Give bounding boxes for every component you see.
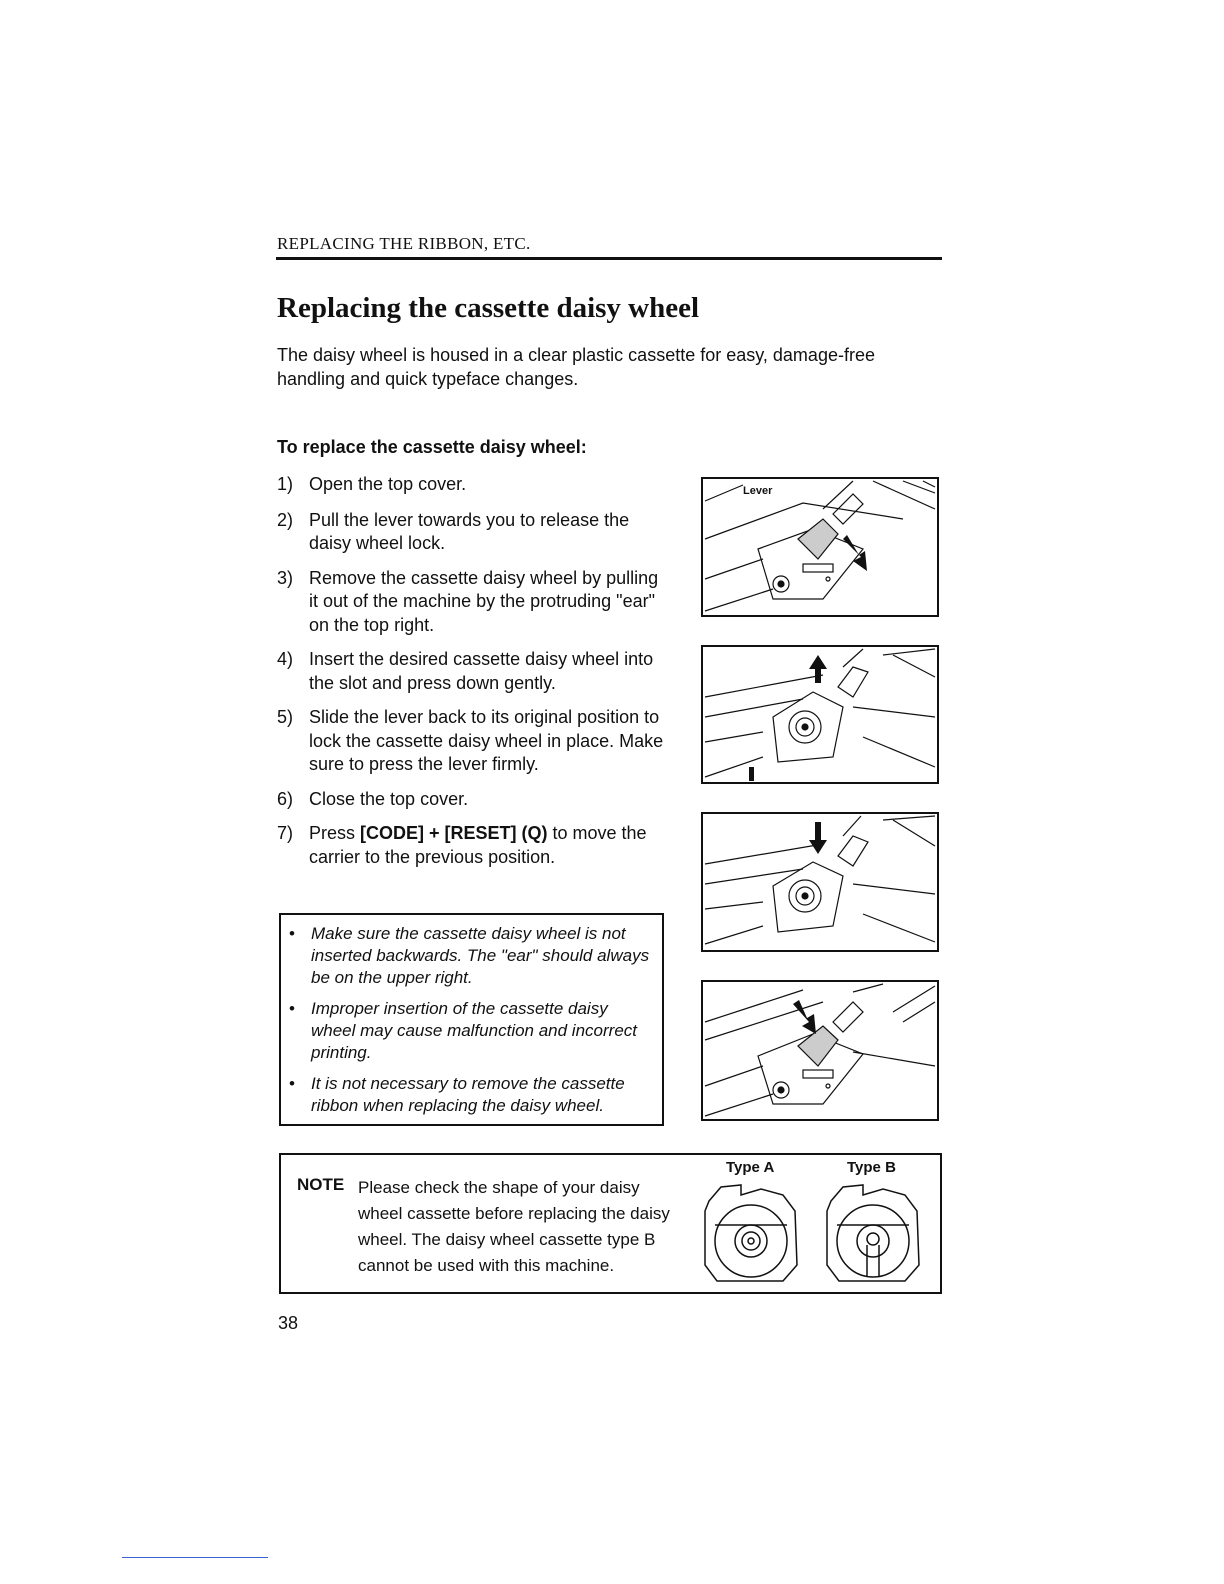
figure-push-lever xyxy=(701,980,939,1121)
caution-item: • Improper insertion of the cassette daisy wheel may cause malfunction and incorrect printing. xyxy=(311,998,654,1064)
insert-cassette-illustration xyxy=(703,814,937,950)
figure-remove-cassette xyxy=(701,645,939,784)
remove-cassette-illustration xyxy=(703,647,937,782)
step-number: 7) xyxy=(277,823,294,843)
type-a-label: Type A xyxy=(726,1159,775,1176)
pull-lever-illustration xyxy=(703,479,937,615)
header-rule xyxy=(276,257,942,260)
page-title: Replacing the cassette daisy wheel xyxy=(277,292,700,324)
note-box xyxy=(279,1153,942,1294)
step-text: Slide the lever back to its original position to lock the cassette daisy wheel in place. Make sure to press the lever firmly. xyxy=(309,707,664,774)
note-text: Please check the shape of your daisy wheel cassette before replacing the daisy wheel. The daisy wheel cassette type B cannot be used with this machine. xyxy=(358,1178,670,1275)
figure-pull-lever xyxy=(701,477,939,617)
step-text: Open the top cover. xyxy=(309,474,467,494)
step-number: 3) xyxy=(277,567,294,588)
type-b-cassette-icon xyxy=(823,1181,923,1285)
down-arrow-icon xyxy=(843,535,867,571)
step-number: 4) xyxy=(277,649,294,669)
lever-label: Lever xyxy=(743,485,773,497)
procedure-steps xyxy=(277,473,667,869)
step-1 xyxy=(277,473,667,497)
step-number: 2) xyxy=(277,509,294,530)
down-arrow-icon xyxy=(809,822,827,854)
step-3 xyxy=(277,567,667,638)
caution-item: • Make sure the cassette daisy wheel is not inserted backwards. The "ear" should always be on the upper right. xyxy=(311,923,654,989)
note-label: NOTE xyxy=(297,1175,345,1194)
step-6 xyxy=(277,788,667,812)
caution-box xyxy=(279,913,664,1126)
step-number: 5) xyxy=(277,707,294,727)
step-number: 6) xyxy=(277,788,294,809)
footer-rule xyxy=(122,1557,268,1558)
push-lever-illustration xyxy=(703,982,937,1119)
step-text: Insert the desired cassette daisy wheel into the slot and press down gently. xyxy=(309,649,654,693)
caution-item: • It is not necessary to remove the cassette ribbon when replacing the daisy wheel. xyxy=(311,1073,654,1117)
type-b-label: Type B xyxy=(847,1159,896,1176)
procedure-heading: To replace the cassette daisy wheel: xyxy=(277,437,587,457)
type-a-cassette-icon xyxy=(701,1181,801,1285)
up-arrow-icon xyxy=(809,655,827,683)
intro-paragraph: The daisy wheel is housed in a clear plastic cassette for easy, damage-free handling and quick typeface changes. xyxy=(277,345,875,389)
step-2 xyxy=(277,509,667,556)
step-text-before: Press xyxy=(309,823,361,843)
section-header: REPLACING THE RIBBON, ETC. xyxy=(277,234,531,253)
step-text: Close the top cover. xyxy=(309,788,469,809)
key-combination: [CODE] + [RESET] (Q) xyxy=(360,823,548,843)
step-number: 1) xyxy=(277,474,294,494)
step-4 xyxy=(277,648,667,695)
step-text: Remove the cassette daisy wheel by pulling it out of the machine by the protruding "ear" on the top right. xyxy=(309,567,659,635)
figure-insert-cassette xyxy=(701,812,939,952)
step-7 xyxy=(277,822,667,869)
step-text: Pull the lever towards you to release the daisy wheel lock. xyxy=(309,509,630,553)
caution-list xyxy=(281,915,662,1117)
step-text-after: to move the carrier to the previous position. xyxy=(309,823,647,867)
page-number: 38 xyxy=(278,1313,299,1333)
step-5 xyxy=(277,706,667,777)
